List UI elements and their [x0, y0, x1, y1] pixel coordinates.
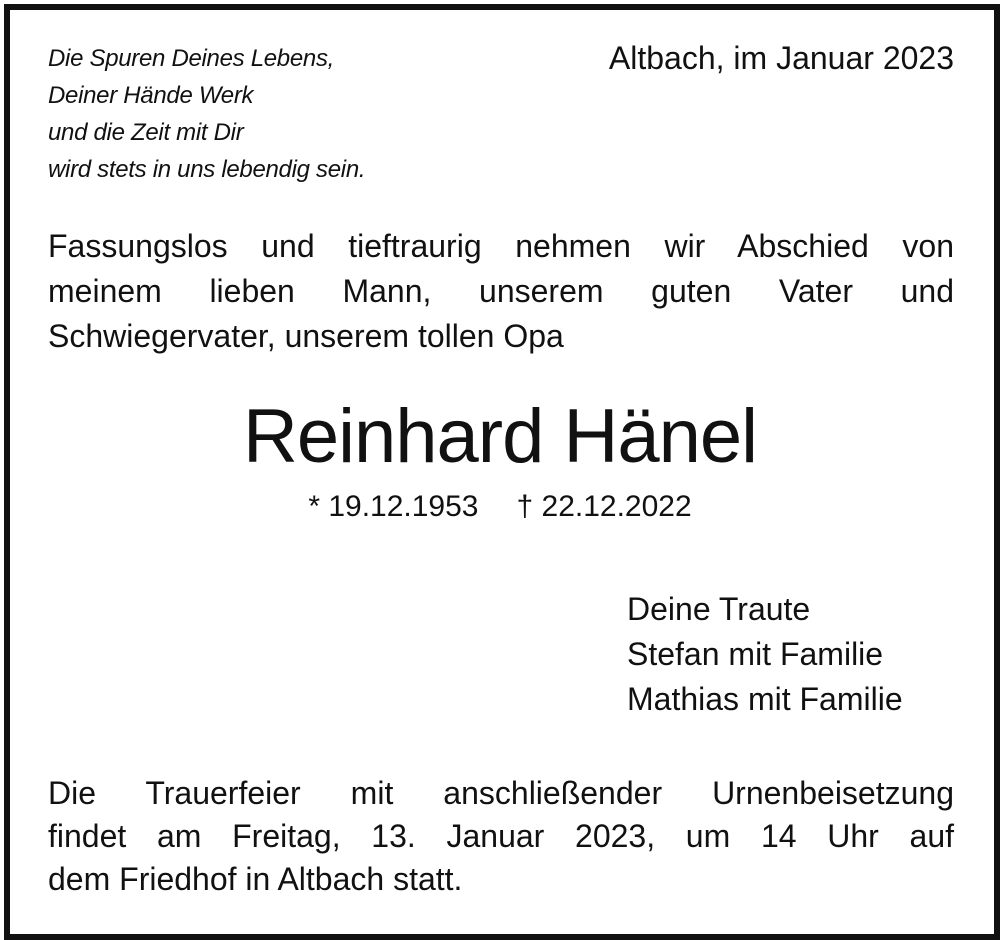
death-date: † 22.12.2022	[516, 490, 692, 523]
intro-line: Fassungslos und tieftraurig nehmen wir Abschied von	[48, 228, 954, 264]
poem-line: Deiner Hände Werk	[48, 82, 254, 109]
mourners-list	[627, 587, 903, 722]
life-dates	[0, 487, 1000, 527]
deceased-name: Reinhard Hänel	[242, 394, 758, 479]
ceremony-line: dem Friedhof in Altbach statt.	[48, 861, 463, 897]
poem-line: wird stets in uns lebendig sein.	[48, 156, 366, 183]
birth-date: * 19.12.1953	[308, 490, 479, 523]
intro-line: meinem lieben Mann, unserem guten Vater und	[48, 273, 954, 309]
poem-line: Die Spuren Deines Lebens,	[48, 45, 335, 72]
mourner: Stefan mit Familie	[627, 636, 884, 672]
mourner: Deine Traute	[627, 591, 811, 627]
ceremony-line: findet am Freitag, 13. Januar 2023, um 14 Uhr auf	[48, 818, 954, 854]
poem-line: und die Zeit mit Dir	[48, 119, 244, 146]
place-and-date: Altbach, im Januar 2023	[608, 40, 954, 76]
intro-text	[48, 224, 954, 359]
mourner: Mathias mit Familie	[627, 681, 903, 717]
ceremony-line: Die Trauerfeier mit anschließender Urnenbeisetzung	[48, 775, 954, 811]
poem	[48, 40, 365, 188]
ceremony-text	[48, 772, 954, 901]
intro-line: Schwiegervater, unserem tollen Opa	[48, 318, 564, 354]
